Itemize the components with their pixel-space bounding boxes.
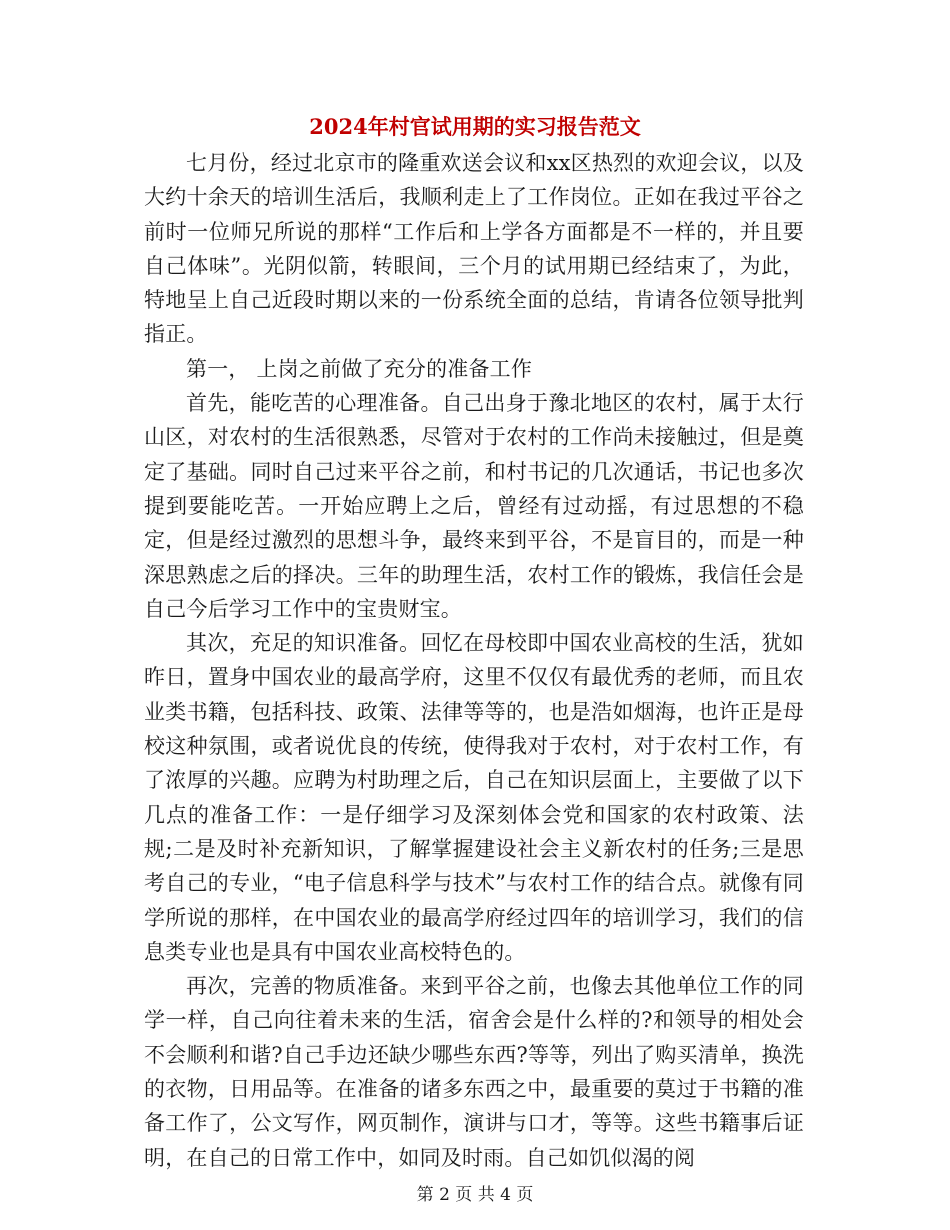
page-number-footer: 第 2 页 共 4 页 bbox=[416, 1185, 534, 1205]
document-body bbox=[144, 146, 804, 1175]
paragraph-knowledge-preparation: 其次，充足的知识准备。回忆在母校即中国农业高校的生活，犹如昨日，置身中国农业的最高学府，这里不仅仅有最优秀的老师，而且农业类书籍，包括科技、政策、法律等等的，也是浩如烟海，也许正是母校这种氛围，或者说优良的传统，使得我对于农村，对于农村工作，有了浓厚的兴趣。应聘为村助理之后，自己在知识层面上，主要做了以下几点的准备工作：一是仔细学习及深刻体会党和国家的农村政策、法规;二是及时补充新知识，了解掌握建设社会主义新农村的任务;三是思考自己的专业，“电子信息科学与技术”与农村工作的结合点。就像有同学所说的那样，在中国农业的最高学府经过四年的培训学习，我们的信息类专业也是具有中国农业高校特色的。 bbox=[144, 631, 804, 964]
document-title: 2024年村官试用期的实习报告范文 bbox=[309, 114, 641, 139]
paragraph-intro: 七月份，经过北京市的隆重欢送会议和xx区热烈的欢迎会议，以及大约十余天的培训生活后，我顺利走上了工作岗位。正如在我过平谷之前时一位师兄所说的那样“工作后和上学各方面都是不一样的，并且要自己体味”。光阴似箭，转眼间，三个月的试用期已经结束了，为此，特地呈上自己近段时期以来的一份系统全面的总结，肯请各位领导批判指正。 bbox=[144, 151, 804, 347]
paragraph-mental-preparation: 首先，能吃苦的心理准备。自己出身于豫北地区的农村，属于太行山区，对农村的生活很熟悉，尽管对于农村的工作尚未接触过，但是奠定了基础。同时自己过来平谷之前，和村书记的几次通话，书记也多次提到要能吃苦。一开始应聘上之后，曾经有过动摇，有过思想的不稳定，但是经过激烈的思想斗争，最终来到平谷，不是盲目的，而是一种深思熟虑之后的择决。三年的助理生活，农村工作的锻炼，我信任会是自己今后学习工作中的宝贵财宝。 bbox=[144, 391, 804, 621]
section-heading: 第一， 上岗之前做了充分的准备工作 bbox=[186, 356, 533, 381]
paragraph-material-preparation: 再次，完善的物质准备。来到平谷之前，也像去其他单位工作的同学一样，自己向往着未来的生活，宿舍会是什么样的?和领导的相处会不会顺利和谐?自己手边还缺少哪些东西?等等，列出了购买清单，换洗的衣物，日用品等。在准备的诸多东西之中，最重要的莫过于书籍的准备工作了，公文写作，网页制作，演讲与口才，等等。这些书籍事后证明，在自己的日常工作中，如同及时雨。自己如饥似渴的阅 bbox=[144, 974, 804, 1170]
